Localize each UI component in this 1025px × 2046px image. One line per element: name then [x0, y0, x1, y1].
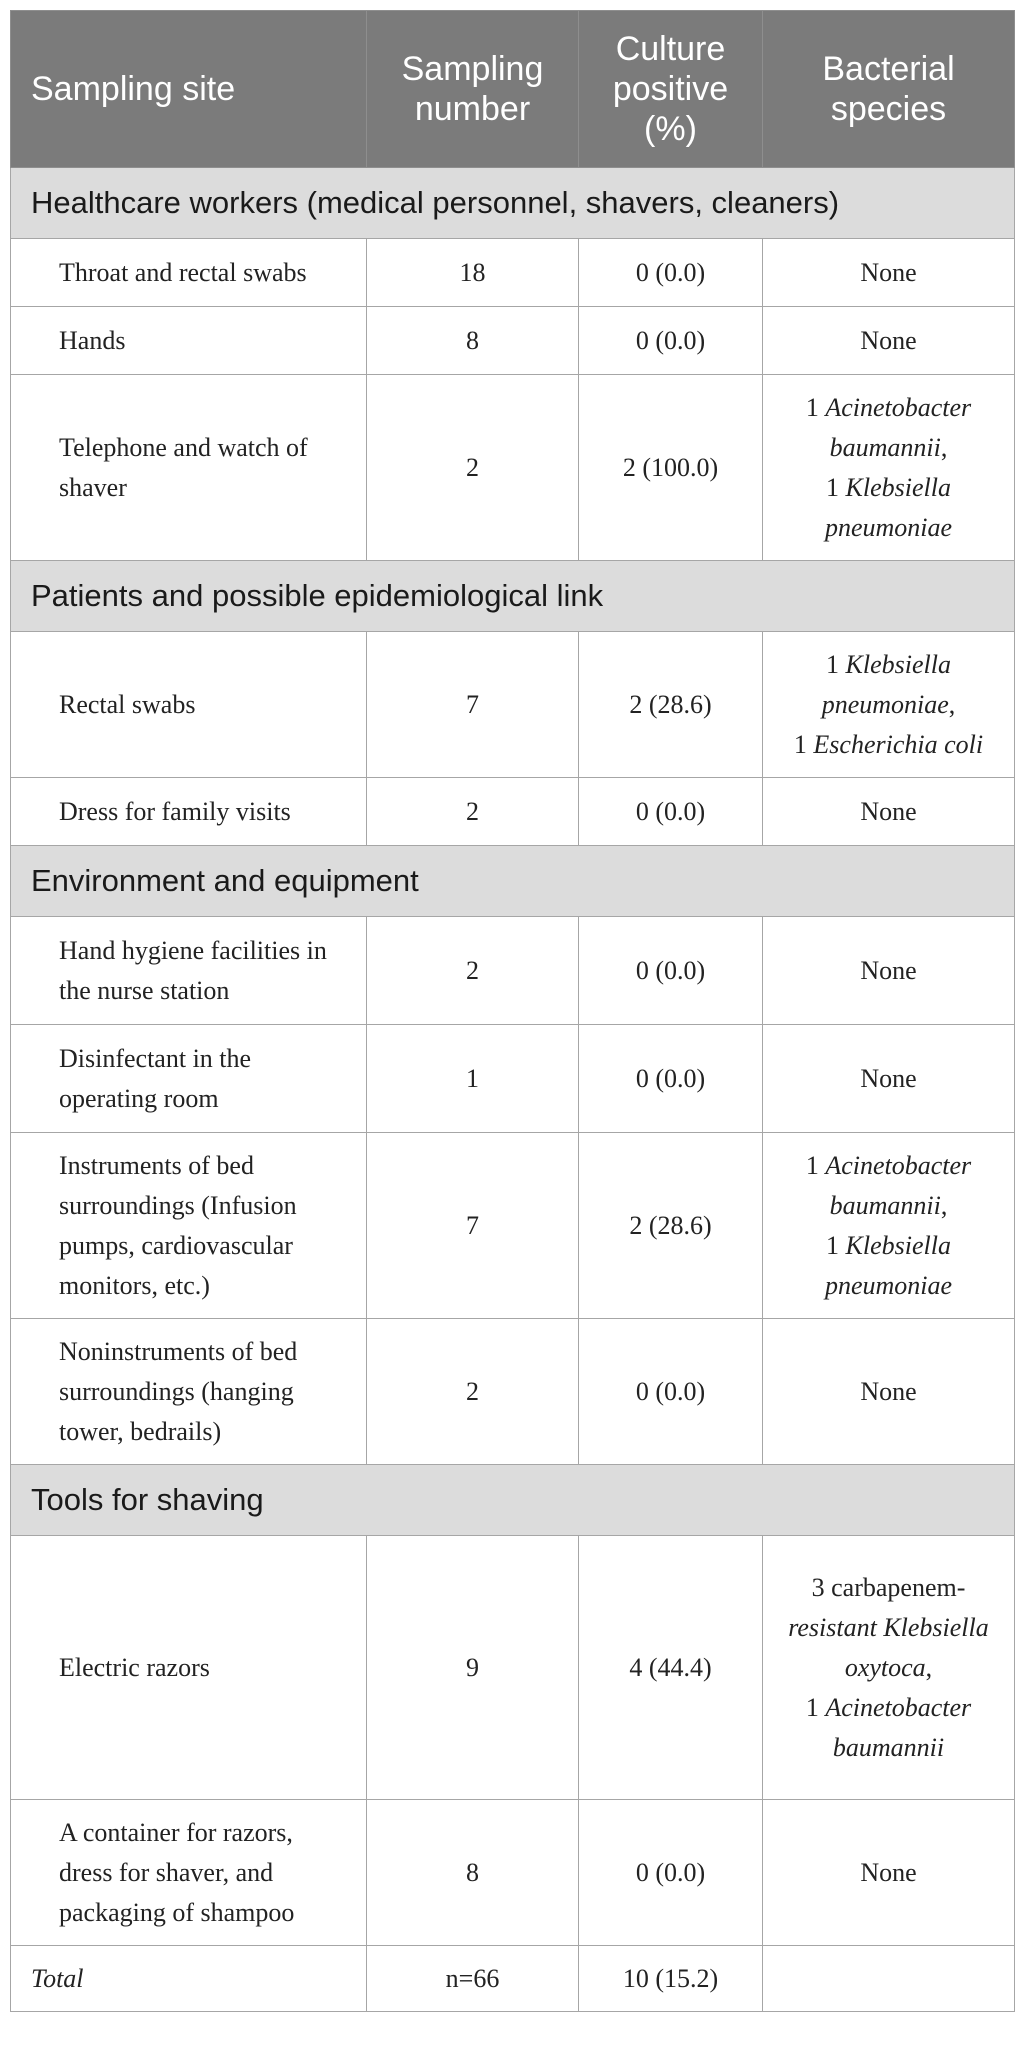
section-title: Tools for shaving: [11, 1465, 1015, 1536]
total-culture: 10 (15.2): [579, 1946, 763, 2012]
species-entry: [783, 1568, 994, 1688]
species-count: 1: [805, 1692, 826, 1722]
sampling-site-cell: Hands: [11, 307, 367, 375]
sampling-results-table: [10, 10, 1015, 2012]
header-sampling-number-text: Sampling number: [401, 50, 544, 128]
sampling-number-cell: 2: [367, 917, 579, 1025]
sampling-number-cell: 2: [367, 375, 579, 561]
bacterial-species-cell: None: [763, 239, 1015, 307]
sampling-number-cell: 2: [367, 1319, 579, 1465]
sampling-number-cell: 7: [367, 1133, 579, 1319]
species-count: 1: [805, 392, 826, 422]
species-entry: [783, 388, 994, 468]
header-bacterial-species-text: Bacterial species: [822, 50, 955, 128]
species-separator: ,: [925, 1652, 933, 1682]
sampling-number-cell: 9: [367, 1536, 579, 1800]
total-species: [763, 1946, 1015, 2012]
species-entry: [783, 1688, 994, 1768]
section-row: [11, 846, 1015, 917]
section-row: [11, 1465, 1015, 1536]
species-count: 1: [793, 729, 814, 759]
table-row: [11, 307, 1015, 375]
header-culture-positive: [579, 11, 763, 168]
species-separator: ,: [940, 432, 948, 462]
table-row: [11, 917, 1015, 1025]
sampling-site-cell: Telephone and watch of shaver: [11, 375, 367, 561]
bacterial-species-cell: None: [763, 778, 1015, 846]
table-row: [11, 239, 1015, 307]
culture-positive-cell: 0 (0.0): [579, 1319, 763, 1465]
species-separator: ,: [948, 689, 956, 719]
species-name: Acinetobacter baumannii: [825, 1692, 972, 1762]
bacterial-species-cell: None: [763, 1800, 1015, 1946]
species-entry: [783, 1226, 994, 1306]
bacterial-species-cell: None: [763, 307, 1015, 375]
total-label: Total: [11, 1946, 367, 2012]
section-title: Healthcare workers (medical personnel, shavers, cleaners): [11, 168, 1015, 239]
table-row: [11, 1319, 1015, 1465]
bacterial-species-cell: None: [763, 1025, 1015, 1133]
bacterial-species-cell: None: [763, 1319, 1015, 1465]
section-title: Patients and possible epidemiological link: [11, 561, 1015, 632]
species-name: Acinetobacter baumannii: [825, 1150, 972, 1220]
species-name: Klebsiella pneumoniae: [821, 649, 951, 719]
sampling-site-cell: Electric razors: [11, 1536, 367, 1800]
sampling-site-cell: A container for razors, dress for shaver, and packaging of shampoo: [11, 1800, 367, 1946]
table-row: [11, 1025, 1015, 1133]
bacterial-species-cell: [763, 1133, 1015, 1319]
bacterial-species-cell: [763, 375, 1015, 561]
species-count: 3 carbapenem-: [811, 1572, 966, 1602]
bacterial-species-cell: None: [763, 917, 1015, 1025]
species-name: resistant Klebsiella oxytoca: [788, 1612, 989, 1682]
bacterial-species-cell: [763, 632, 1015, 778]
culture-positive-cell: 2 (100.0): [579, 375, 763, 561]
header-row: [11, 11, 1015, 168]
culture-positive-cell: 0 (0.0): [579, 1800, 763, 1946]
header-sampling-site: Sampling site: [11, 11, 367, 168]
sampling-site-cell: Disinfectant in the operating room: [11, 1025, 367, 1133]
section-title: Environment and equipment: [11, 846, 1015, 917]
table-row: [11, 1800, 1015, 1946]
sampling-site-cell: Noninstruments of bed surroundings (hanging tower, bedrails): [11, 1319, 367, 1465]
species-count: 1: [826, 649, 846, 679]
species-name: Klebsiella pneumoniae: [824, 1230, 953, 1300]
table-row: [11, 632, 1015, 778]
species-count: 1: [805, 1150, 826, 1180]
species-name: Escherichia coli: [813, 729, 984, 759]
sampling-site-cell: Rectal swabs: [11, 632, 367, 778]
culture-positive-cell: 0 (0.0): [579, 917, 763, 1025]
species-separator: ,: [940, 1190, 948, 1220]
sampling-site-cell: Dress for family visits: [11, 778, 367, 846]
culture-positive-cell: 0 (0.0): [579, 1025, 763, 1133]
sampling-number-cell: 8: [367, 307, 579, 375]
sampling-number-cell: 1: [367, 1025, 579, 1133]
culture-positive-cell: 0 (0.0): [579, 778, 763, 846]
species-count: 1: [826, 1230, 846, 1260]
sampling-number-cell: 8: [367, 1800, 579, 1946]
culture-positive-cell: 4 (44.4): [579, 1536, 763, 1800]
header-bacterial-species: [763, 11, 1015, 168]
section-row: [11, 561, 1015, 632]
table-body: [11, 168, 1015, 2012]
table-row: [11, 375, 1015, 561]
sampling-number-cell: 2: [367, 778, 579, 846]
culture-positive-cell: 2 (28.6): [579, 632, 763, 778]
culture-positive-cell: 2 (28.6): [579, 1133, 763, 1319]
species-count: 1: [826, 472, 846, 502]
total-number: n=66: [367, 1946, 579, 2012]
section-row: [11, 168, 1015, 239]
sampling-site-cell: Throat and rectal swabs: [11, 239, 367, 307]
table-row: [11, 1536, 1015, 1800]
species-entry: [783, 645, 994, 725]
culture-positive-cell: 0 (0.0): [579, 239, 763, 307]
header-culture-positive-text: Culture positive (%): [612, 30, 729, 148]
species-entry: [783, 725, 994, 765]
sampling-number-cell: 7: [367, 632, 579, 778]
table-row: [11, 778, 1015, 846]
culture-positive-cell: 0 (0.0): [579, 307, 763, 375]
bacterial-species-cell: [763, 1536, 1015, 1800]
sampling-number-cell: 18: [367, 239, 579, 307]
species-name: Klebsiella pneumoniae: [824, 472, 953, 542]
header-sampling-number: [367, 11, 579, 168]
sampling-site-cell: Instruments of bed surroundings (Infusion pumps, cardiovascular monitors, etc.): [11, 1133, 367, 1319]
sampling-site-cell: Hand hygiene facilities in the nurse station: [11, 917, 367, 1025]
species-entry: [783, 1146, 994, 1226]
table-row: [11, 1133, 1015, 1319]
total-row: [11, 1946, 1015, 2012]
species-name: Acinetobacter baumannii: [825, 392, 972, 462]
species-entry: [783, 468, 994, 548]
